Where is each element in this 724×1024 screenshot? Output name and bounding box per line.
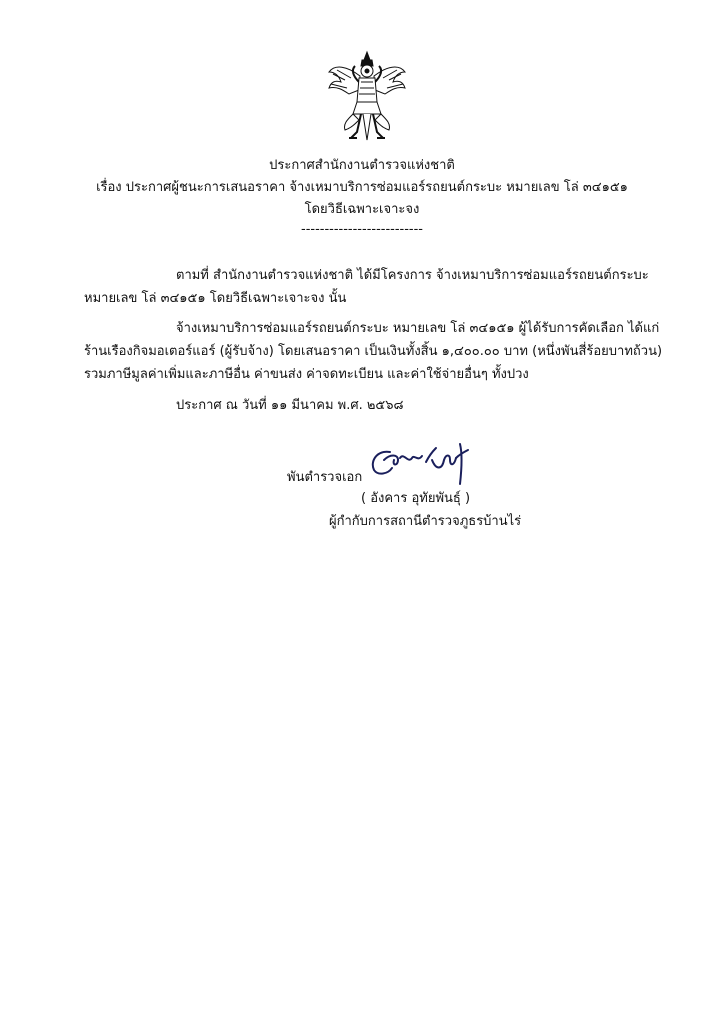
paragraph-1-line-2: หมายเลข โล่ ๓๔๑๕๑ โดยวิธีเฉพาะเจาะจง นั้น — [84, 291, 347, 306]
signatory-name: ( อังคาร อุทัยพันธุ์ ) — [361, 491, 471, 506]
paragraph-2-line-3: รวมภาษีมูลค่าเพิ่มและภาษีอื่น ค่าขนส่ง ค่าจดทะเบียน และค่าใช้จ่ายอื่นๆ ทั้งปวง — [84, 367, 529, 382]
announcement-title: ประกาศสำนักงานตำรวจแห่งชาติ — [269, 158, 455, 173]
announcement-subject: เรื่อง ประกาศผู้ชนะการเสนอราคา จ้างเหมาบริการซ่อมแอร์รถยนต์กระบะ หมายเลข โล่ ๓๔๑๕๑ — [96, 180, 628, 195]
handwritten-signature — [368, 440, 472, 486]
paragraph-1-line-1: ตามที่ สำนักงานตำรวจแห่งชาติ ได้มีโครงการ จ้างเหมาบริการซ่อมแอร์รถยนต์กระบะ — [176, 268, 649, 283]
garuda-emblem-icon — [327, 50, 407, 145]
procurement-method: โดยวิธีเฉพาะเจาะจง — [304, 202, 420, 217]
announcement-date: ประกาศ ณ วันที่ ๑๑ มีนาคม พ.ศ. ๒๕๖๘ — [176, 398, 404, 413]
paragraph-2-line-2: ร้านเรืองกิจมอเตอร์แอร์ (ผู้รับจ้าง) โดยเสนอราคา เป็นเงินทั้งสิ้น ๑,๔๐๐.๐๐ บาท (หนึ่งพันสี่ร้อยบาทถ้วน) — [84, 344, 663, 359]
signatory-position: ผู้กำกับการสถานีตำรวจภูธรบ้านไร่ — [329, 514, 522, 529]
header-divider: -------------------------- — [301, 222, 423, 237]
paragraph-2-line-1: จ้างเหมาบริการซ่อมแอร์รถยนต์กระบะ หมายเลข โล่ ๓๔๑๕๑ ผู้ได้รับการคัดเลือก ได้แก่ — [176, 321, 660, 336]
signatory-rank: พันตำรวจเอก — [287, 470, 363, 485]
